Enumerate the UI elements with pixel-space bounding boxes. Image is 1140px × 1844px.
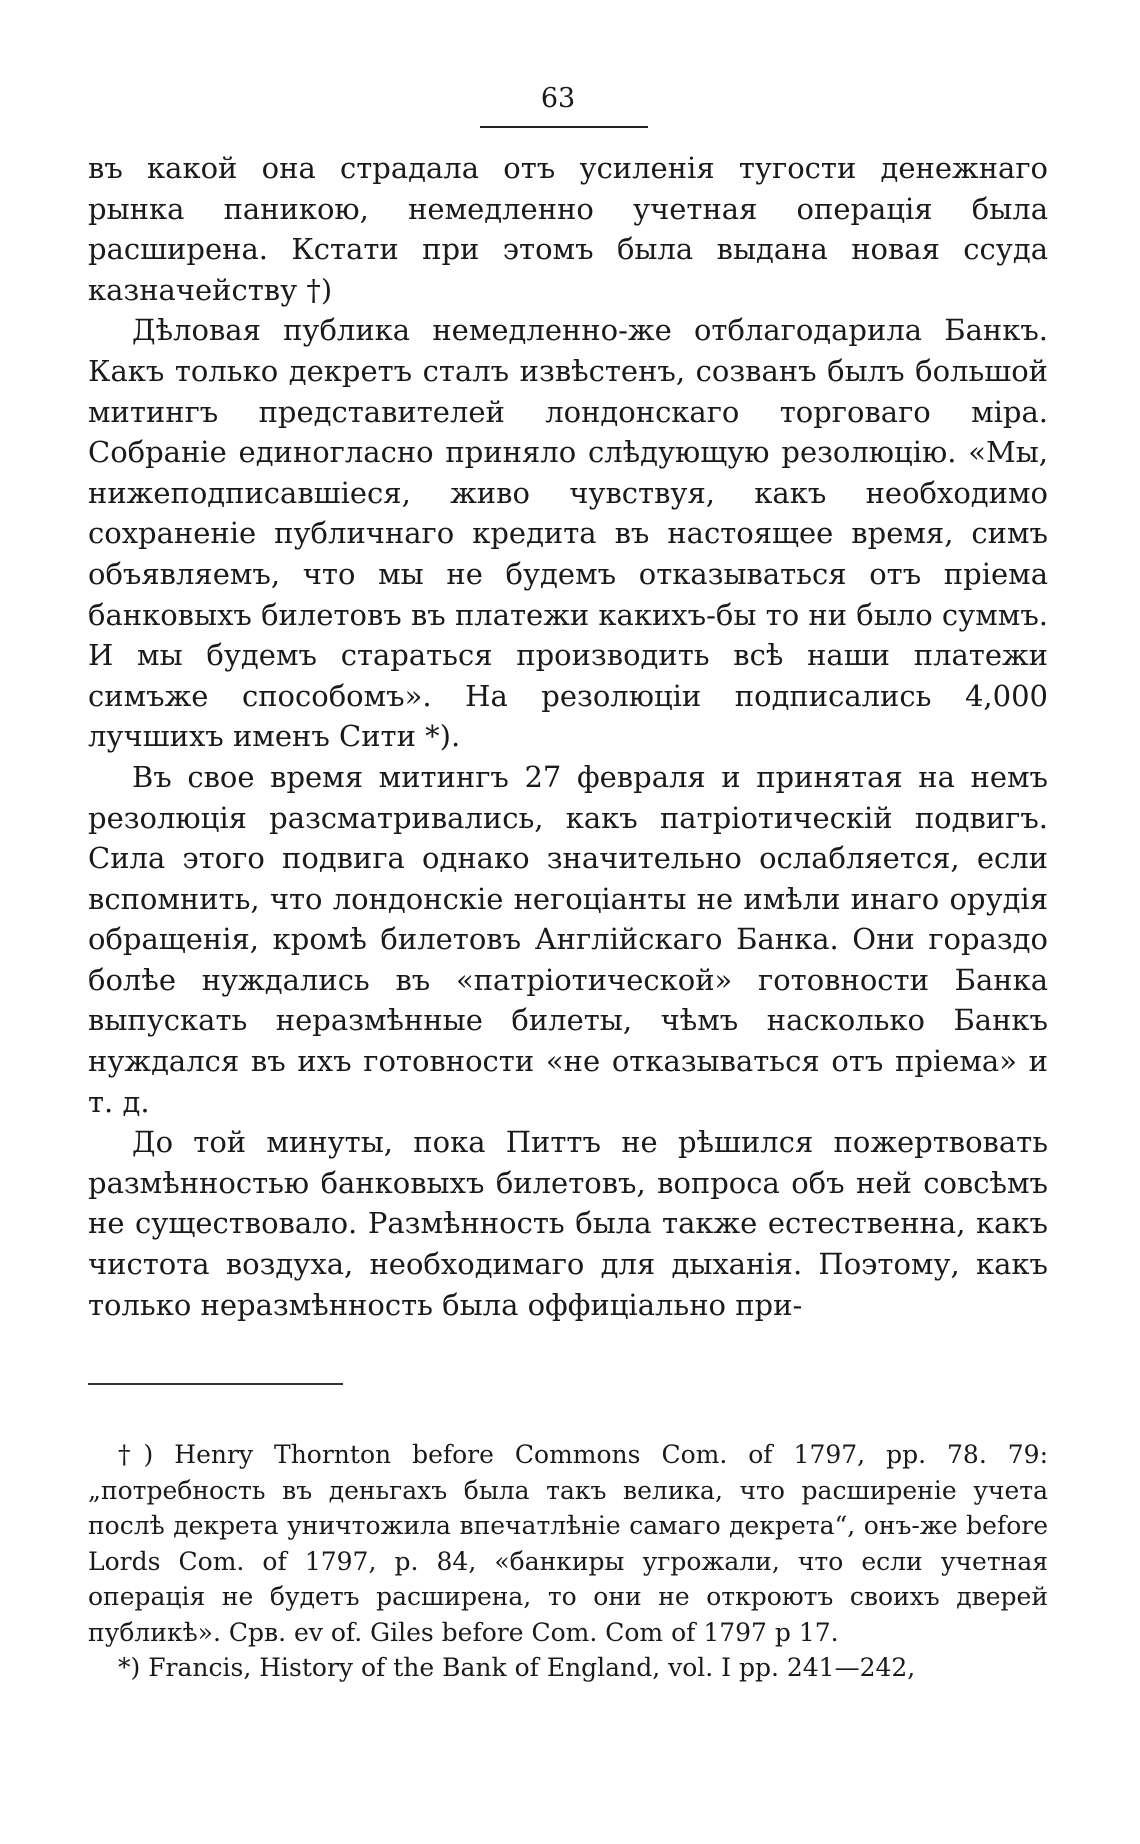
paragraph-2: Дѣловая публика немедленно-же отблагодарила Банкъ. Какъ только декретъ сталъ извѣстенъ, созванъ былъ большой митингъ представителей лондонскаго торговаго міра. Собраніе единогласно приняло слѣдующую резолюцію. «Мы, нижеподписавшіеся, живо чувствуя, какъ необходимо сохраненіе публичнаго кредита въ настоящее время, симъ объявляемъ, что мы не будемъ отказываться отъ пріема банковыхъ билетовъ въ платежи какихъ-бы то ни было суммъ. И мы будемъ стараться производить всѣ наши платежи симъже способомъ». На резолюціи подписались 4,000 лучшихъ именъ Сити *).: [88, 313, 1048, 754]
footnotes: [88, 1437, 1048, 1686]
paragraph-3: Въ свое время митингъ 27 февраля и принятая на немъ резолюція разсматривались, какъ патріотическій подвигъ. Сила этого подвига однако значительно ослабляется, если вспомнить, что лондонскіе негоціанты не имѣли инаго орудія обращенія, кромѣ билетовъ Англійскаго Банка. Они гораздо болѣе нуждались въ «патріотической» готовности Банка выпускать неразмѣнные билеты, чѣмъ насколько Банкъ нуждался въ ихъ готовности «не отказываться отъ пріема» и т. д.: [88, 759, 1048, 1119]
footnote-dagger: †) Henry Thornton before Commons Com. of 1797, pp. 78. 79: „потребность въ деньгахъ была такъ велика, что расширеніе учета послѣ декрета уничтожила впечатлѣніе самаго декрета“, онъ-же before Lords Com. of 1797, p. 84, «банкиры угрожали, что если учетная операція не будетъ расширена, то они не откроютъ своихъ дверей публикѣ». Срв. ev of. Giles before Com. Com of 1797 p 17.: [88, 1440, 1048, 1647]
paragraph-4: До той минуты, пока Питтъ не рѣшился пожертвовать размѣнностью банковыхъ билетовъ, вопроса объ ней совсѣмъ не существовало. Размѣнность была также естественна, какъ чистота воздуха, необходимаго для дыханія. Поэтому, какъ только неразмѣнность была оффиціально при-: [88, 1125, 1048, 1322]
main-text: [88, 148, 1048, 1325]
book-page: [88, 80, 1048, 1686]
page-number-rule: [480, 126, 648, 128]
paragraph-1: въ какой она страдала отъ усиленія тугости денежнаго рынка паникою, немедленно учетная операція была расширена. Кстати при этомъ была выдана новая ссуда казначейству †): [88, 151, 1048, 307]
footnote-asterisk: *) Francis, History of the Bank of England, vol. I pp. 241—242,: [118, 1653, 916, 1683]
footnote-separator: [88, 1383, 343, 1385]
page-number: 63: [540, 83, 576, 114]
